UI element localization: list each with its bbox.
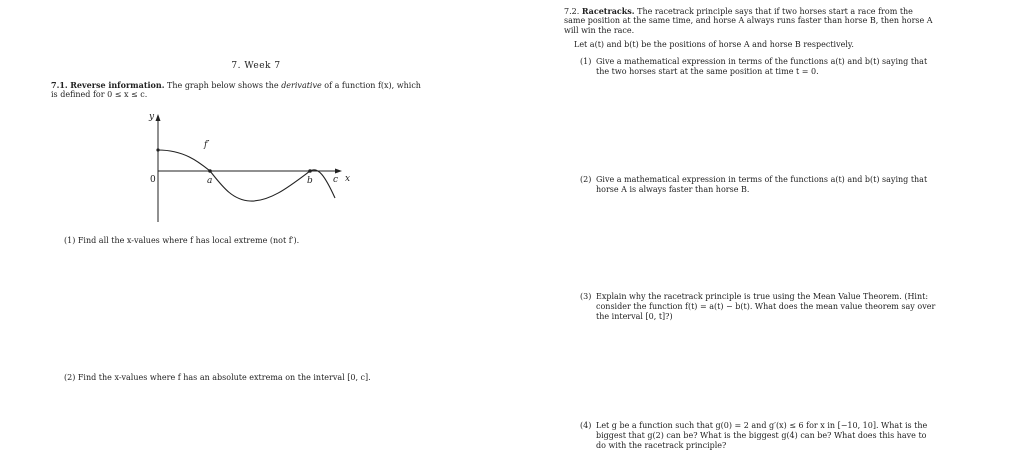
question-7-2-4-number: (4): [580, 421, 592, 430]
problem-7-1-line-2: is defined for 0 ≤ x ≤ c.: [51, 90, 148, 99]
derivative-graph: [140, 108, 360, 228]
question-7-2-2-line-1: Give a mathematical expression in terms of the functions a(t) and b(t) saying that: [596, 175, 928, 184]
y-label: y: [149, 112, 155, 122]
problem-7-1-number: 7.1.: [51, 80, 68, 90]
question-7-2-4-line-1: Let g be a function such that g(0) = 2 and g′(x) ≤ 6 for x in [−10, 10]. What is the: [596, 421, 928, 430]
point-b: [308, 169, 312, 173]
problem-7-1-text-em: derivative: [281, 81, 322, 90]
problem-7-2-intro-2: same position at the same time, and horse A always runs faster than horse B, then horse A: [564, 16, 933, 25]
origin-label: 0: [150, 175, 156, 185]
problem-7-2-intro-4: Let a(t) and b(t) be the positions of horse A and horse B respectively.: [574, 40, 854, 49]
problem-7-1-text-b: of a function f(x), which: [324, 81, 421, 90]
question-7-2-4: [580, 421, 1020, 431]
x-axis-arrow: [335, 169, 342, 174]
question-7-2-4-line-2: biggest that g(2) can be? What is the biggest g(4) can be? What does this have to: [596, 431, 927, 440]
question-7-1-2: (2) Find the x-values where f has an absolute extrema on the interval [0, c].: [64, 373, 371, 382]
fprime-label: f′: [204, 140, 210, 150]
problem-7-1-title: Reverse information.: [70, 80, 165, 90]
problem-7-1-text-a: The graph below shows the: [167, 81, 279, 90]
b-label: b: [307, 176, 313, 186]
question-7-2-1: [580, 57, 1020, 67]
c-label: c: [333, 175, 339, 185]
question-7-2-3: [580, 292, 1020, 302]
section-title: 7. Week 7: [231, 61, 281, 71]
y-axis-arrow: [156, 114, 161, 121]
problem-7-2-title: Racetracks.: [581, 6, 635, 16]
point-a: [208, 169, 212, 173]
question-7-2-2-line-2: horse A is always faster than horse B.: [596, 185, 750, 194]
question-7-2-2: [580, 175, 1020, 185]
problem-7-2-intro-1: The racetrack principle says that if two horses start a race from the: [637, 7, 913, 16]
problem-7-2-number: 7.2.: [564, 7, 580, 16]
right-page: [512, 0, 1024, 463]
question-7-2-3-number: (3): [580, 292, 592, 301]
question-7-2-2-number: (2): [580, 175, 592, 184]
question-7-2-3-line-1: Explain why the racetrack principle is true using the Mean Value Theorem. (Hint:: [596, 292, 929, 301]
problem-7-2-intro-3: will win the race.: [564, 26, 635, 35]
question-7-2-3-line-2: consider the function f(t) = a(t) − b(t). What does the mean value theorem say over: [596, 302, 936, 311]
question-7-2-3-line-3: the interval [0, t]?): [596, 312, 673, 321]
curve-start-point: [156, 148, 159, 151]
question-7-2-1-line-1: Give a mathematical expression in terms of the functions a(t) and b(t) saying that: [596, 57, 928, 66]
question-7-2-1-line-2: the two horses start at the same position at time t = 0.: [596, 67, 819, 76]
a-label: a: [207, 176, 213, 186]
question-7-2-4-line-3: do with the racetrack principle?: [596, 441, 727, 450]
question-7-1-1: (1) Find all the x-values where f has local extreme (not f′).: [64, 236, 300, 245]
question-7-2-1-number: (1): [580, 57, 592, 66]
x-label: x: [345, 174, 351, 184]
